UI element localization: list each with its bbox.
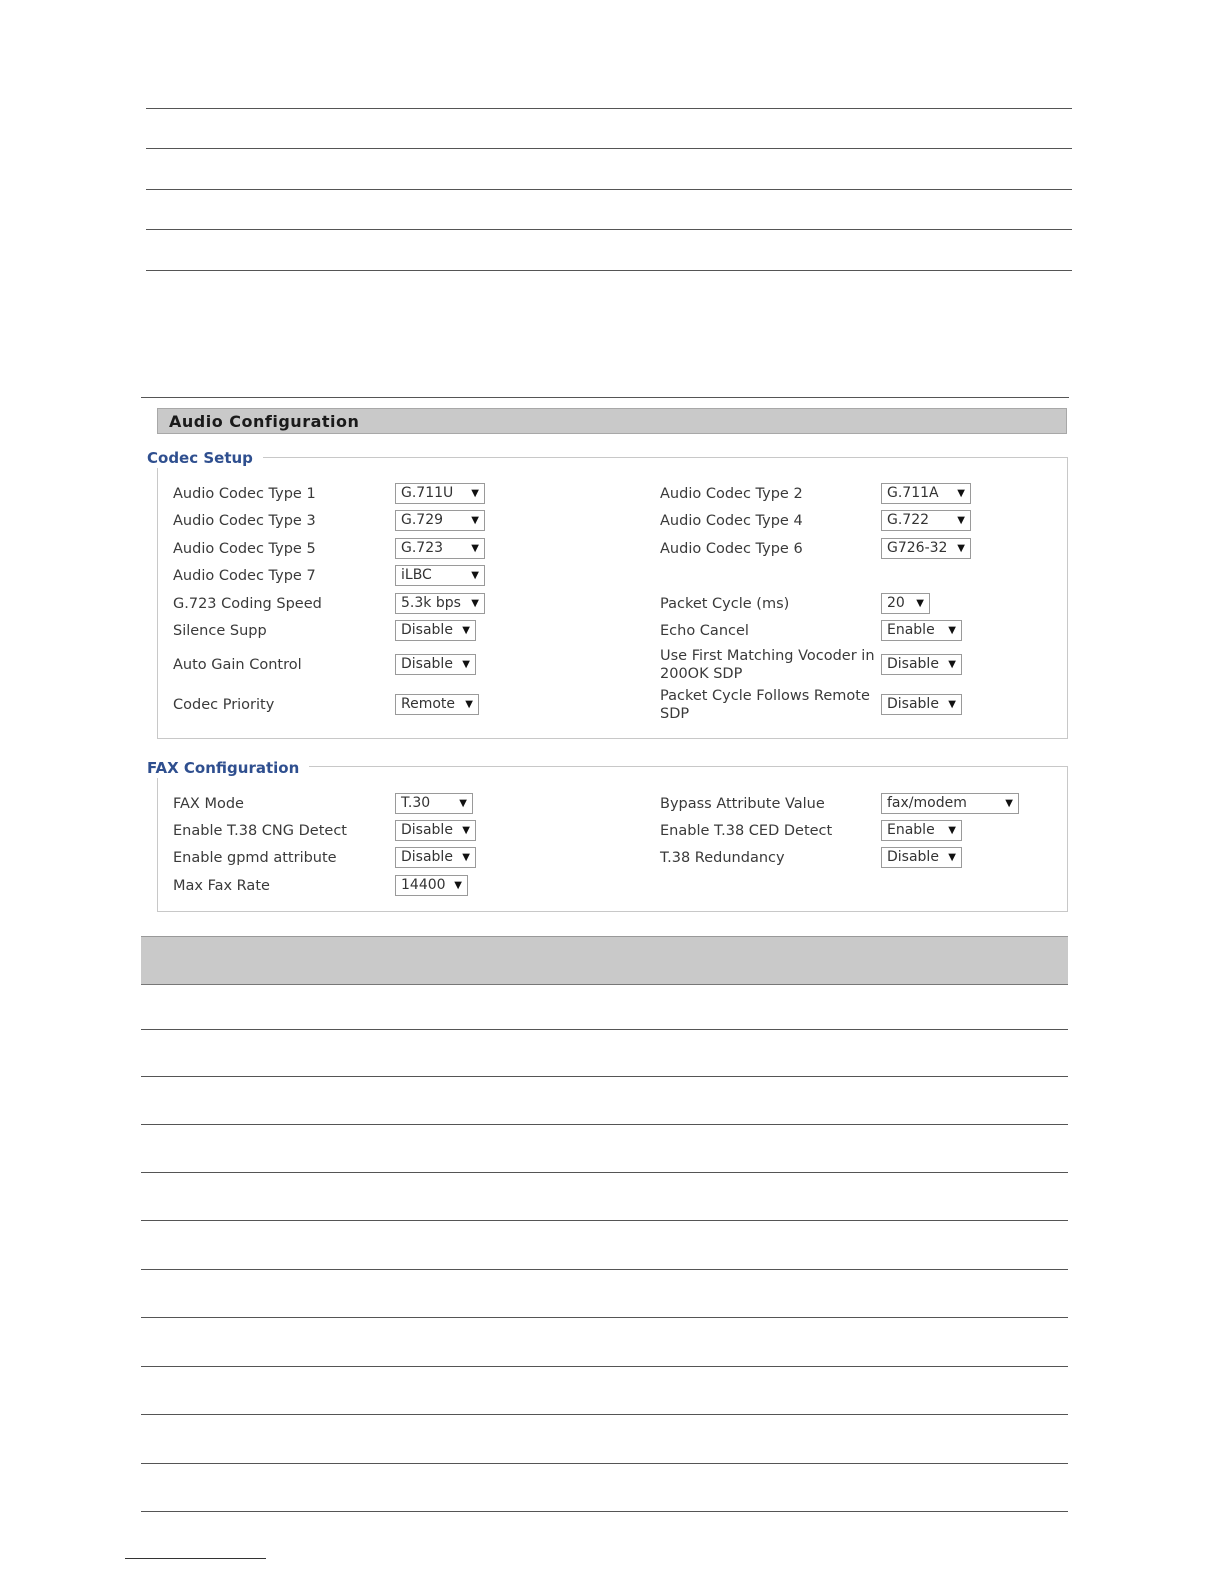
chevron-down-icon: ▼	[462, 659, 470, 670]
chevron-down-icon: ▼	[471, 570, 479, 581]
table-rule	[141, 1220, 1068, 1221]
enable-gpmd-attribute-label: Enable gpmd attribute	[173, 850, 337, 866]
fax-mode-label: FAX Mode	[173, 796, 244, 812]
bypass-attribute-value-label: Bypass Attribute Value	[660, 796, 825, 812]
chevron-down-icon: ▼	[916, 598, 924, 609]
table-rule	[146, 189, 1072, 190]
enable-gpmd-attribute-select[interactable]: Disable ▼	[395, 847, 476, 868]
use-first-matching-vocoder-label: Use First Matching Vocoder in 200OK SDP	[660, 648, 875, 682]
table-rule	[141, 1511, 1068, 1512]
g723-coding-speed-label: G.723 Coding Speed	[173, 596, 322, 612]
packet-cycle-select[interactable]: 20 ▼	[881, 593, 930, 614]
use-first-matching-vocoder-select[interactable]: Disable ▼	[881, 654, 962, 675]
audio-codec-type-1-label: Audio Codec Type 1	[173, 486, 316, 502]
table-rule	[146, 270, 1072, 271]
table-rule	[141, 1366, 1068, 1367]
audio-codec-type-5-select[interactable]: G.723 ▼	[395, 538, 485, 559]
screenshot-border	[141, 397, 1069, 398]
chevron-down-icon: ▼	[454, 880, 462, 891]
audio-codec-type-3-select[interactable]: G.729 ▼	[395, 510, 485, 531]
enable-t38-cng-detect-select[interactable]: Disable ▼	[395, 820, 476, 841]
echo-cancel-select[interactable]: Enable ▼	[881, 620, 962, 641]
audio-codec-type-2-label: Audio Codec Type 2	[660, 486, 803, 502]
audio-codec-type-4-select[interactable]: G.722 ▼	[881, 510, 971, 531]
silence-supp-select[interactable]: Disable ▼	[395, 620, 476, 641]
codec-priority-select[interactable]: Remote ▼	[395, 694, 479, 715]
packet-cycle-follows-remote-select[interactable]: Disable ▼	[881, 694, 962, 715]
chevron-down-icon: ▼	[459, 798, 467, 809]
fax-config-legend: FAX Configuration	[147, 758, 309, 778]
audio-codec-type-6-label: Audio Codec Type 6	[660, 541, 803, 557]
table-rule	[141, 1463, 1068, 1464]
table-header	[141, 936, 1068, 985]
audio-codec-type-7-label: Audio Codec Type 7	[173, 568, 316, 584]
table-rule	[146, 229, 1072, 230]
max-fax-rate-label: Max Fax Rate	[173, 878, 270, 894]
audio-codec-type-3-label: Audio Codec Type 3	[173, 513, 316, 529]
footer-rule	[125, 1558, 266, 1559]
t38-redundancy-label: T.38 Redundancy	[660, 850, 785, 866]
packet-cycle-label: Packet Cycle (ms)	[660, 596, 790, 612]
audio-codec-type-6-select[interactable]: G726-32 ▼	[881, 538, 971, 559]
chevron-down-icon: ▼	[471, 543, 479, 554]
table-rule	[141, 1172, 1068, 1173]
g723-coding-speed-select[interactable]: 5.3k bps ▼	[395, 593, 485, 614]
auto-gain-control-select[interactable]: Disable ▼	[395, 654, 476, 675]
audio-codec-type-4-label: Audio Codec Type 4	[660, 513, 803, 529]
codec-setup-legend: Codec Setup	[147, 448, 263, 468]
enable-t38-ced-detect-label: Enable T.38 CED Detect	[660, 823, 833, 839]
silence-supp-label: Silence Supp	[173, 623, 267, 639]
chevron-down-icon: ▼	[462, 852, 470, 863]
enable-t38-ced-detect-select[interactable]: Enable ▼	[881, 820, 962, 841]
audio-codec-type-7-select[interactable]: iLBC ▼	[395, 565, 485, 586]
bypass-attribute-value-select[interactable]: fax/modem ▼	[881, 793, 1019, 814]
chevron-down-icon: ▼	[948, 852, 956, 863]
chevron-down-icon: ▼	[957, 543, 965, 554]
chevron-down-icon: ▼	[462, 825, 470, 836]
table-rule	[141, 1124, 1068, 1125]
audio-codec-type-5-label: Audio Codec Type 5	[173, 541, 316, 557]
chevron-down-icon: ▼	[957, 488, 965, 499]
chevron-down-icon: ▼	[471, 515, 479, 526]
chevron-down-icon: ▼	[957, 515, 965, 526]
table-rule	[141, 1076, 1068, 1077]
audio-codec-type-1-select[interactable]: G.711U ▼	[395, 483, 485, 504]
auto-gain-control-label: Auto Gain Control	[173, 657, 302, 673]
table-rule	[146, 108, 1072, 109]
chevron-down-icon: ▼	[948, 699, 956, 710]
chevron-down-icon: ▼	[471, 598, 479, 609]
chevron-down-icon: ▼	[465, 699, 473, 710]
enable-t38-cng-detect-label: Enable T.38 CNG Detect	[173, 823, 347, 839]
chevron-down-icon: ▼	[948, 659, 956, 670]
fax-mode-select[interactable]: T.30 ▼	[395, 793, 473, 814]
chevron-down-icon: ▼	[1005, 798, 1013, 809]
table-rule	[141, 1414, 1068, 1415]
chevron-down-icon: ▼	[462, 625, 470, 636]
max-fax-rate-select[interactable]: 14400 ▼	[395, 875, 468, 896]
table-rule	[141, 1269, 1068, 1270]
panel-title: Audio Configuration	[157, 408, 1067, 434]
codec-priority-label: Codec Priority	[173, 697, 275, 713]
t38-redundancy-select[interactable]: Disable ▼	[881, 847, 962, 868]
chevron-down-icon: ▼	[948, 625, 956, 636]
chevron-down-icon: ▼	[948, 825, 956, 836]
chevron-down-icon: ▼	[471, 488, 479, 499]
table-rule	[141, 1317, 1068, 1318]
echo-cancel-label: Echo Cancel	[660, 623, 749, 639]
packet-cycle-follows-remote-label: Packet Cycle Follows Remote SDP	[660, 688, 870, 722]
table-rule	[141, 1029, 1068, 1030]
audio-codec-type-2-select[interactable]: G.711A ▼	[881, 483, 971, 504]
table-rule	[146, 148, 1072, 149]
